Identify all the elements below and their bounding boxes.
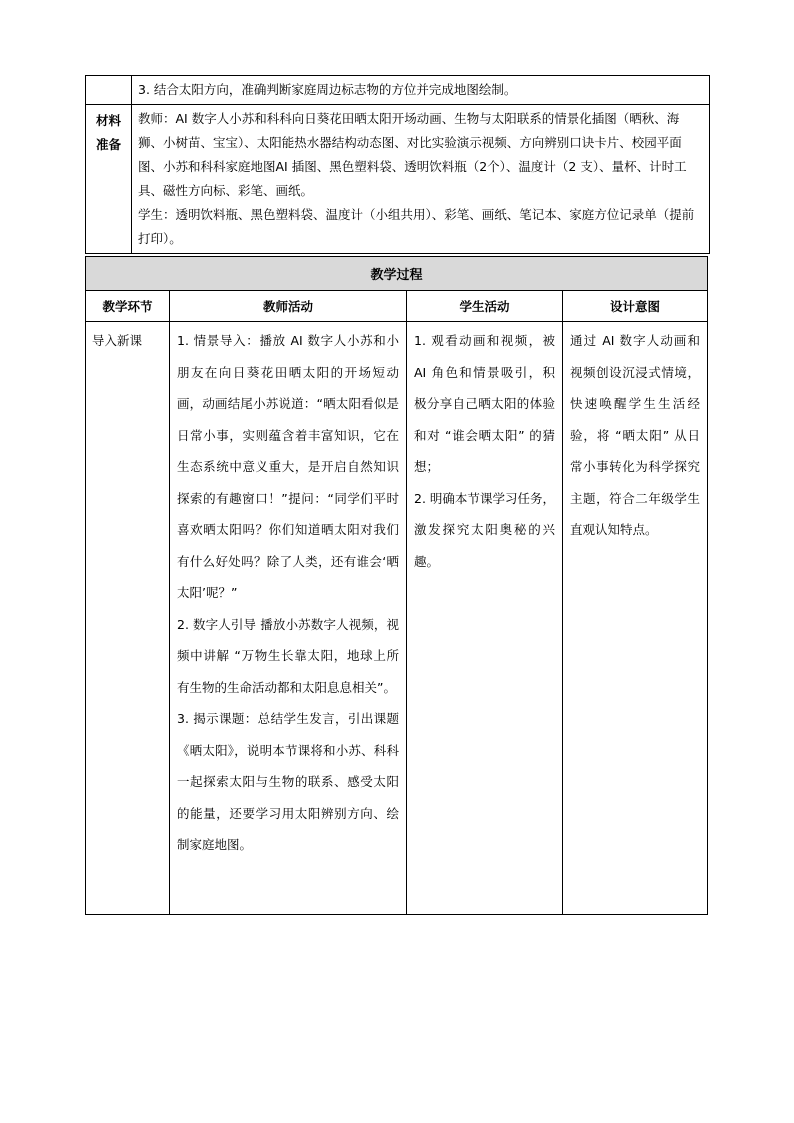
objective-3-text: 3. 结合太阳方向，准确判断家庭周边标志物的方位并完成地图绘制。 — [132, 76, 710, 105]
empty-label-cell — [86, 76, 132, 105]
teacher-activity-2: 2. 数字人引导 播放小苏数字人视频，视频中讲解 “万物生长靠太阳，地球上所有生物的生命活动都和太阳息息相关”。 — [177, 616, 399, 695]
student-materials: 学生：透明饮料瓶、黑色塑料袋、温度计（小组共用）、彩笔、画纸、笔记本、家庭方位记录单（提前打印）。 — [138, 207, 695, 246]
materials-label — [86, 105, 132, 254]
materials-content — [132, 105, 710, 254]
design-intent-cell — [563, 322, 708, 915]
header-design-intent: 设计意图 — [563, 291, 708, 322]
objectives-materials-table — [85, 75, 710, 254]
header-teacher-activity: 教师活动 — [170, 291, 407, 322]
teacher-activity-3: 3. 揭示课题：总结学生发言，引出课题《晒太阳》，说明本节课将和小苏、科科一起探索太阳与生物的联系、感受太阳的能量，还要学习用太阳辨别方向、绘制家庭地图。 — [177, 711, 399, 852]
student-activity-1: 1. 观看动画和视频，被 AI 角色和情景吸引，积极分享自己晒太阳的体验和对 “谁会晒太阳” 的猜想； — [414, 333, 555, 474]
teacher-activity-1: 1. 情景导入：播放 AI 数字人小苏和小朋友在向日葵花田晒太阳的开场短动画，动画结尾小苏说道：“晒太阳看似是日常小事，实则蕴含着丰富知识，它在生态系统中意义重大，是开启自然知识探索的有趣窗口！”提问：“同学们平时喜欢晒太阳吗？你们知道晒太阳对我们有什么好处吗？除了人类，还有谁会‘晒太阳’呢？” — [177, 333, 399, 600]
design-intent-text: 通过 AI 数字人动画和视频创设沉浸式情境，快速唤醒学生生活经验，将 “晒太阳” 从日常小事转化为科学探究主题，符合二年级学生直观认知特点。 — [570, 333, 700, 537]
header-stage: 教学环节 — [86, 291, 170, 322]
student-activity-cell — [407, 322, 563, 915]
student-activity-2: 2. 明确本节课学习任务，激发探究太阳奥秘的兴趣。 — [414, 490, 555, 569]
teacher-materials: 教师：AI 数字人小苏和科科向日葵花田晒太阳开场动画、生物与太阳联系的情景化插图（晒秋、海狮、小树苗、宝宝）、太阳能热水器结构动态图、对比实验演示视频、方向辨别口诀卡片、校园平面图、小苏和科科家庭地图AI 插图、黑色塑料袋、透明饮料瓶（2个）、温度计（2 支）、量杯、计时工具、磁性方向标、彩笔、画纸。 — [138, 111, 687, 198]
teacher-activity-cell — [170, 322, 407, 915]
materials-label-text: 材料准备 — [95, 113, 121, 152]
section-name: 导入新课 — [86, 322, 170, 915]
process-title: 教学过程 — [86, 257, 708, 291]
header-student-activity: 学生活动 — [407, 291, 563, 322]
teaching-process-table — [85, 256, 708, 915]
